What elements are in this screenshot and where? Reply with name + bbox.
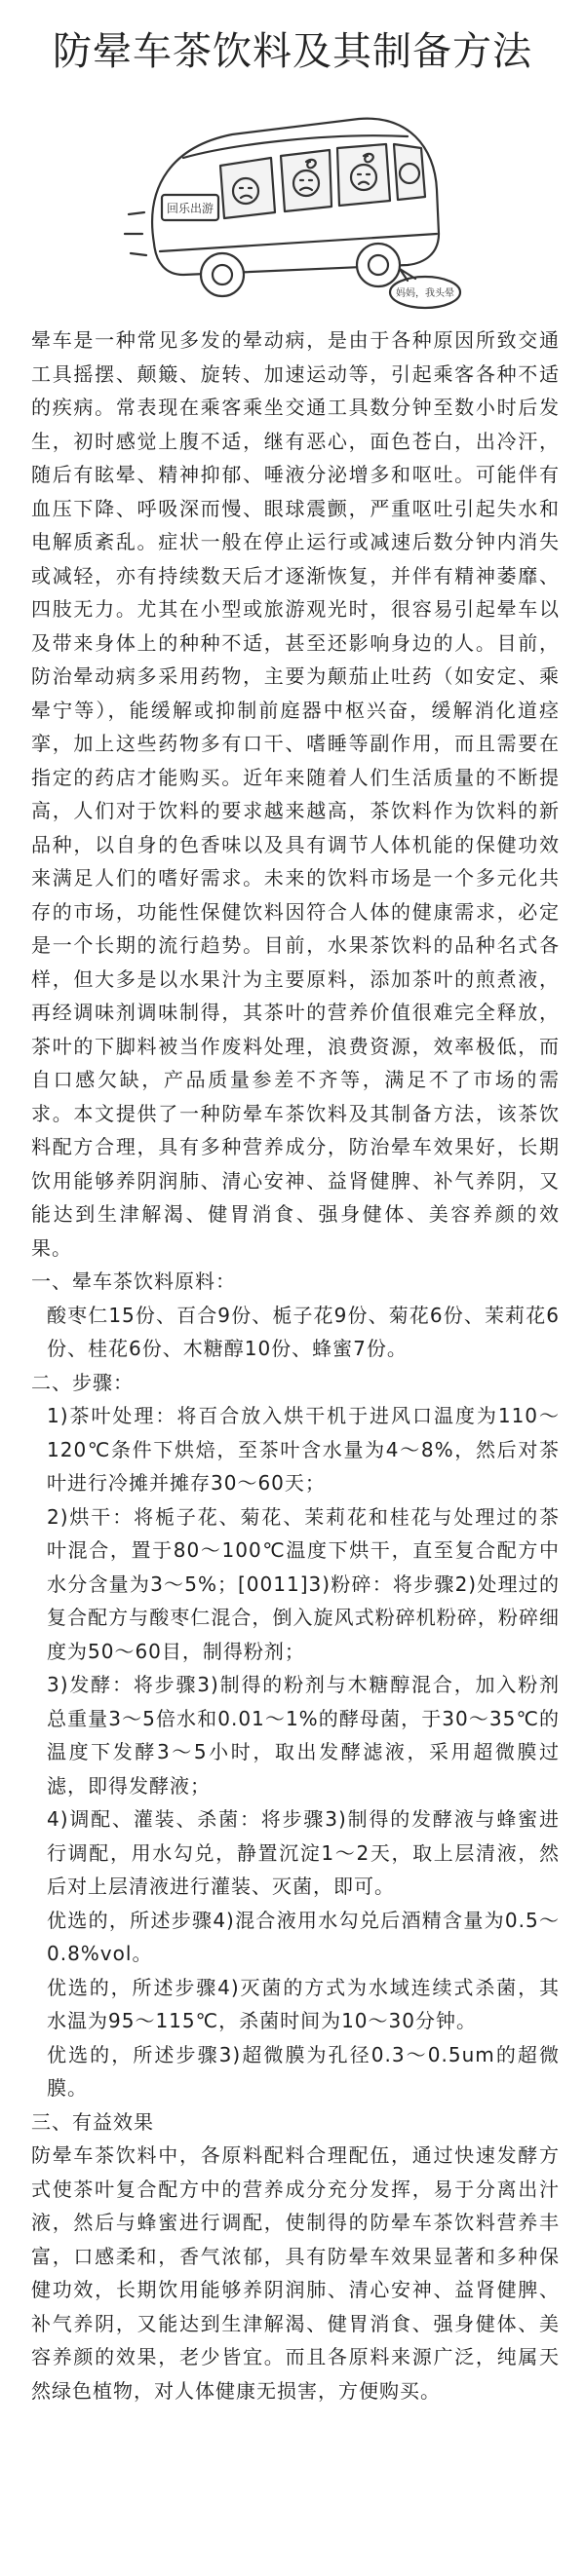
section-heading-ingredients: 一、晕车茶饮料原料： (31, 1269, 236, 1293)
sick-bus-illustration (115, 97, 466, 322)
step-4: 4)调配、灌装、杀菌：将步骤3)制得的发酵液与蜂蜜进行调配，用水勾兑，静置沉淀1～2天，取上层清液，然后对上层清液进行灌装、灭菌，即可。 (47, 1807, 560, 1898)
section-heading-steps: 二、步骤： (31, 1370, 134, 1394)
step-1: 1)茶叶处理：将百合放入烘干机于进风口温度为110～120℃条件下烘焙，至茶叶含水量为4～8%，然后对茶叶进行冷摊并摊存30～60天； (47, 1404, 560, 1495)
benefits-paragraph: 防晕车茶饮料中，各原料配料合理配伍，通过快速发酵方式使茶叶复合配方中的营养成分充分发挥，易于分离出汁液，然后与蜂蜜进行调配，使制得的防晕车茶饮料营养丰富，口感柔和，香气浓郁，具有防晕车效果显著和多种保健功效，长期饮用能够养阴润肺、清心安神、益肾健脾、补气养阴，又能达到生津解渴、健胃消食、强身健体、美容养颜的效果，老少皆宜。而且各原料来源广泛，纯属天然绿色植物，对人体健康无损害，方便购买。 (31, 2143, 560, 2403)
bus-sign-text: 回乐出游 (166, 202, 214, 215)
preferred-2: 优选的，所述步骤4)灭菌的方式为水域连续式杀菌，其水温为95～115℃，杀菌时间为10～30分钟。 (47, 1975, 560, 2032)
preferred-1: 优选的，所述步骤4)混合液用水勾兑后酒精含量为0.5～0.8%vol。 (47, 1908, 560, 1965)
intro-paragraph: 晕车是一种常见多发的晕动病，是由于各种原因所致交通工具摇摆、颠簸、旋转、加速运动等，引起乘客各种不适的疾病。常表现在乘客乘坐交通工具数分钟至数小时后发生，初时感觉上腹不适，继有恶心，面色苍白，出冷汗，随后有眩晕、精神抑郁、唾液分泌增多和呕吐。可能伴有血压下降、呼吸深而慢、眼球震颤，严重呕吐引起失水和电解质紊乱。症状一般在停止运行或减速后数分钟内消失或减轻，亦有持续数天后才逐渐恢复，并伴有精神萎靡、四肢无力。尤其在小型或旅游观光时，很容易引起晕车以及带来身体上的种种不适，甚至还影响身边的人。目前，防治晕动病多采用药物，主要为颠茄止吐药（如安定、乘晕宁等），能缓解或抑制前庭器中枢兴奋，缓解消化道痉挛，加上这些药物多有口干、嗜睡等副作用，而且需要在指定的药店才能购买。近年来随着人们生活质量的不断提高，人们对于饮料的要求越来越高，茶饮料作为饮料的新品种，以自身的色香味以及具有调节人体机能的保健功效来满足人们的嗜好需求。未来的饮料市场是一个多元化共存的市场，功能性保健饮料因符合人体的健康需求，必定是一个长期的流行趋势。目前，水果茶饮料的品种名式各样，但大多是以水果汁为主要原料，添加茶叶的煎煮液，再经调味剂调味制得，其茶叶的营养价值很难完全释放，茶叶的下脚料被当作废料处理，浪费资源，效率极低，而自口感欠缺，产品质量参差不齐等，满足不了市场的需求。本文提供了一种防晕车茶饮料及其制备方法，该茶饮料配方合理，具有多种营养成分，防治晕车效果好，长期饮用能够养阴润肺、清心安神、益肾健脾、补气养阴，又能达到生津解渴、健胃消食、强身健体、美容养颜的效果。 (31, 328, 560, 1260)
step-3: 3)发酵：将步骤3)制得的粉剂与木糖醇混合，加入粉剂总重量3～5倍水和0.01～1%的酵母菌，于30～35℃的温度下发酵3～5小时，取出发酵滤液，采用超微膜过滤，即得发酵液； (47, 1673, 560, 1798)
section-heading-benefits: 三、有益效果 (31, 2109, 154, 2134)
page-title: 防晕车茶饮料及其制备方法 (53, 29, 532, 74)
bubble-text: 妈妈，我头晕 (396, 288, 454, 299)
article-body (31, 323, 560, 2407)
ingredients-list: 酸枣仁15份、百合9份、栀子花9份、菊花6份、茉莉花6份、桂花6份、木糖醇10份、蜂蜜7份。 (47, 1303, 560, 1360)
step-2: 2)烘干：将栀子花、菊花、茉莉花和桂花与处理过的茶叶混合，置于80～100℃温度下烘干，直至复合配方中水分含量为3～5%；[0011]3)粉碎：将步骤2)处理过的复合配方与酸枣仁混合，倒入旋风式粉碎机粉碎，粉碎细度为50～60目，制得粉剂； (47, 1504, 560, 1663)
preferred-3: 优选的，所述步骤3)超微膜为孔径0.3～0.5um的超微膜。 (47, 2042, 560, 2100)
